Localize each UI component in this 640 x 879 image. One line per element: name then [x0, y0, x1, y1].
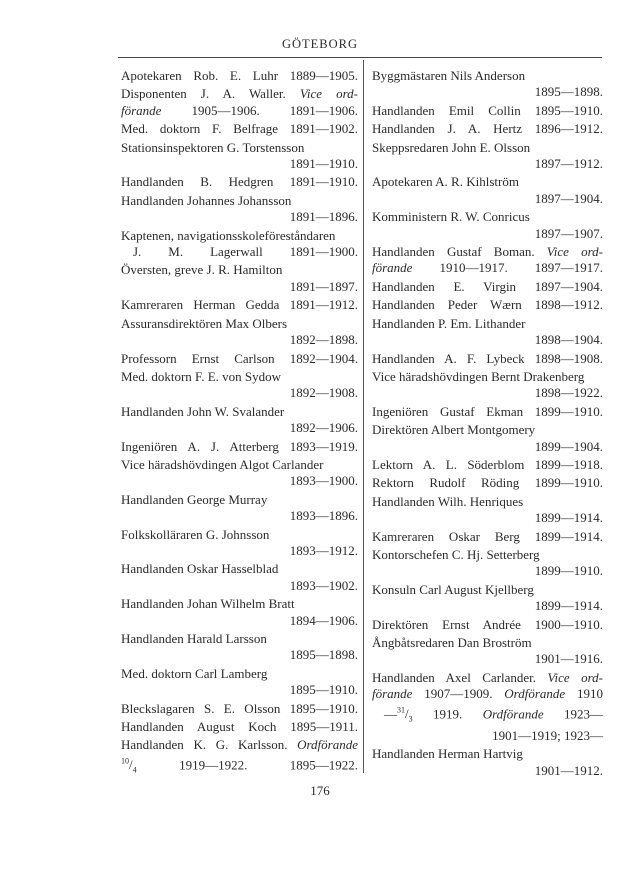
entry-line	[372, 279, 603, 295]
member-entry	[372, 316, 603, 349]
entry-line	[121, 316, 358, 332]
tenure-years: 1891—1912.	[289, 297, 358, 313]
tenure-years: 1897—1912.	[534, 156, 603, 172]
tenure-years: 1899—1914.	[534, 510, 603, 526]
role-note: Ordförande	[482, 705, 544, 721]
entry-line	[372, 670, 603, 686]
entry-line	[121, 174, 358, 190]
tenure-years: 1899—1904.	[534, 438, 603, 454]
entry-text: 1910—1917.	[439, 260, 508, 276]
entry-text: Handlanden B. Hedgren	[121, 174, 274, 190]
member-entry	[121, 140, 358, 173]
tenure-years: 1891—1900.	[289, 244, 359, 260]
entry-line	[372, 68, 603, 84]
page-number: 176	[310, 783, 330, 798]
entry-text: 1919.	[433, 705, 463, 721]
member-entry	[372, 475, 603, 491]
entry-text: Kamreraren Herman Gedda	[121, 297, 280, 313]
member-entry	[372, 297, 603, 313]
entry-line	[121, 492, 358, 508]
role-note: förande	[372, 260, 413, 276]
entry-line	[121, 527, 358, 543]
entry-text: Handlanden K. G. Karlsson.	[121, 737, 288, 753]
member-entry	[372, 670, 603, 745]
entry-text: 1923—	[564, 705, 603, 721]
entry-line	[121, 613, 358, 629]
entry-text: Komministern R. W. Conricus	[372, 209, 530, 225]
tenure-years: 1897—1917.	[534, 260, 604, 276]
member-entry	[121, 174, 358, 190]
tenure-years: 1893—1900.	[289, 473, 358, 489]
tenure-years: 1899—1918.	[534, 456, 603, 472]
entry-text: Handlanden Axel Carlander.	[372, 669, 537, 685]
entry-line	[372, 369, 603, 385]
member-entry	[372, 529, 603, 545]
member-entry	[121, 316, 358, 349]
entry-line	[121, 262, 358, 278]
member-entry	[121, 439, 358, 455]
entry-line	[121, 420, 358, 436]
entry-line	[372, 332, 603, 348]
member-entry	[372, 121, 603, 137]
tenure-years: 1893—1896.	[289, 508, 358, 524]
entry-line	[121, 508, 358, 524]
member-entry	[372, 547, 603, 580]
entry-line	[121, 209, 358, 225]
tenure-years: 1892—1908.	[289, 385, 358, 401]
entry-line	[121, 473, 358, 489]
entry-line	[372, 439, 603, 455]
entry-line	[121, 701, 358, 717]
entry-text: 1907—1909.	[424, 686, 493, 702]
entry-line	[372, 121, 603, 137]
entry-line	[372, 297, 603, 313]
member-entry	[121, 701, 358, 717]
entry-line	[372, 404, 603, 420]
entry-line	[121, 332, 358, 348]
entry-text: Assuransdirektören Max Olbers	[121, 315, 288, 331]
left-column	[121, 68, 358, 781]
entry-text: 1919—1922.	[179, 757, 248, 773]
role-note: Ordförande	[504, 686, 566, 702]
entry-line	[121, 578, 358, 594]
member-entry	[372, 351, 603, 367]
member-entry	[372, 422, 603, 455]
member-entry	[372, 244, 603, 277]
entry-line	[372, 422, 603, 438]
entry-line	[121, 103, 358, 119]
entry-line	[372, 494, 603, 510]
entry-text: Handlanden Johannes Johansson	[121, 192, 292, 208]
entry-text: Handlanden Johan Wilhelm Bratt	[121, 596, 295, 612]
entry-line	[121, 439, 358, 455]
entry-line	[372, 316, 603, 332]
entry-line	[121, 631, 358, 647]
entry-line	[121, 737, 358, 753]
entry-line	[372, 703, 603, 728]
member-entry	[372, 746, 603, 779]
column-divider	[363, 60, 364, 773]
tenure-years: 1889—1905.	[289, 68, 358, 83]
tenure-years: 1892—1898.	[289, 332, 358, 348]
entry-text: J. M. Lagerwall	[133, 244, 263, 260]
entry-text: Ingeniören Gustaf Ekman	[372, 403, 524, 419]
entry-line	[372, 140, 603, 156]
entry-line	[372, 156, 603, 172]
entry-line	[372, 457, 603, 473]
entry-text: Handlanden Emil Collin	[372, 102, 521, 118]
tenure-years: 1898—1908.	[534, 350, 603, 366]
tenure-years: 1899—1910.	[534, 563, 603, 579]
tenure-years: 1891—1896.	[289, 209, 358, 225]
entry-line	[372, 598, 603, 614]
tenure-years: 1895—1898.	[534, 84, 603, 100]
entry-text: Lektorn A. L. Söderblom	[372, 456, 525, 472]
tenure-years: 1896—1912.	[534, 121, 603, 137]
entry-line	[372, 547, 603, 563]
member-entry	[121, 631, 358, 664]
tenure-years: 1893—1902.	[289, 577, 358, 593]
entry-text: Handlanden George Murray	[121, 491, 268, 507]
entry-text: Handlanden A. F. Lybeck	[372, 350, 525, 366]
member-entry	[372, 494, 603, 527]
tenure-years: 1897—1904.	[534, 278, 603, 294]
role-note: förande	[121, 102, 162, 118]
entry-line	[121, 596, 358, 612]
entry-text: Kontorschefen C. Hj. Setterberg	[372, 546, 540, 562]
tenure-years: 1891—1897.	[289, 278, 358, 294]
entry-line	[121, 68, 358, 84]
tenure-years: 1899—1914.	[534, 598, 603, 614]
entry-line	[372, 103, 603, 119]
entry-line	[372, 475, 603, 491]
entry-line	[372, 651, 603, 667]
entry-text: Handlanden Oskar Hasselblad	[121, 561, 279, 577]
header-rule	[118, 57, 602, 58]
entry-line	[121, 754, 358, 779]
member-entry	[121, 121, 358, 137]
entry-line	[372, 244, 603, 260]
entry-line	[372, 582, 603, 598]
tenure-years: 1898—1904.	[534, 332, 603, 348]
tenure-years: 1895—1898.	[289, 647, 358, 663]
entry-line	[121, 244, 358, 260]
entry-text: Ingeniören A. J. Atterberg	[121, 438, 279, 454]
entry-line	[121, 647, 358, 663]
date-fraction: $^{31}/_3$	[397, 705, 413, 724]
member-entry	[121, 596, 358, 629]
entry-text: Apotekaren A. R. Kihlström	[372, 174, 519, 190]
member-entry	[372, 617, 603, 633]
tenure-years: 1899—1914.	[534, 528, 604, 544]
entry-text: Bleckslagaren S. E. Olsson	[121, 700, 281, 716]
tenure-years: 1897—1904.	[534, 190, 603, 206]
member-entry	[372, 279, 603, 295]
member-entry	[121, 404, 358, 437]
member-entry	[121, 351, 358, 367]
entry-text: Skeppsredaren John E. Olsson	[372, 139, 531, 155]
entry-text: Handlanden August Koch	[121, 719, 277, 735]
tenure-years: 1892—1906.	[289, 420, 358, 436]
tenure-years: 1899—1910.	[534, 403, 603, 419]
tenure-years: 1892—1904.	[289, 350, 358, 366]
role-note: Ordförande	[297, 737, 358, 753]
tenure-years: 1893—1919.	[289, 438, 358, 454]
entry-text: Med. doktorn F. Belfrage	[121, 121, 278, 137]
entry-line	[121, 561, 358, 577]
role-note: Vice ord-	[299, 86, 358, 102]
member-entry	[121, 666, 358, 699]
entry-line	[121, 543, 358, 559]
entry-line	[121, 279, 358, 295]
entry-line	[372, 563, 603, 579]
role-note: Vice ord-	[547, 669, 603, 685]
entry-line	[121, 86, 358, 102]
member-entry	[121, 492, 358, 525]
member-entry	[372, 582, 603, 615]
member-entry	[121, 561, 358, 594]
entry-line	[372, 351, 603, 367]
entry-text: Handlanden E. Virgin	[372, 278, 517, 294]
entry-line	[372, 686, 603, 702]
tenure-years: 1891—1902.	[289, 121, 358, 137]
entry-text: 1910	[577, 686, 603, 702]
entry-text: Handlanden Peder Wærn	[372, 297, 522, 313]
entry-text: Handlanden P. Em. Lithander	[372, 315, 526, 331]
entry-text: Översten, greve J. R. Hamilton	[121, 262, 283, 278]
entry-text: Kaptenen, navigationsskoleföreståndaren	[121, 227, 336, 243]
tenure-years: 1901—1912.	[534, 762, 603, 778]
entry-text: Med. doktorn F. E. von Sydow	[121, 368, 282, 384]
tenure-years: 1894—1906.	[289, 612, 358, 628]
tenure-years: 1897—1907.	[534, 225, 603, 241]
member-entry	[372, 140, 603, 173]
fraction-day: 10	[121, 756, 129, 766]
entry-line	[121, 719, 358, 735]
member-entry	[121, 68, 358, 84]
member-entry	[121, 193, 358, 226]
entry-line	[372, 385, 603, 401]
right-column	[372, 68, 603, 781]
entry-text: Med. doktorn Carl Lamberg	[121, 665, 268, 681]
fraction-month: 4	[132, 765, 137, 775]
entry-text: Handlanden John W. Svalander	[121, 403, 285, 419]
entry-line	[121, 121, 358, 137]
entry-text: Handlanden Wilh. Henriques	[372, 493, 524, 509]
tenure-years: 1901—1919; 1923—	[492, 727, 603, 743]
entry-text: Konsuln Carl August Kjellberg	[372, 581, 534, 597]
entry-line	[121, 385, 358, 401]
entry-line	[121, 156, 358, 172]
member-entry	[372, 209, 603, 242]
member-entry	[121, 369, 358, 402]
tenure-years: 1891—1906.	[289, 102, 359, 118]
member-entry	[372, 103, 603, 119]
entry-text: Professorn Ernst Carlson	[121, 350, 275, 366]
entry-line	[372, 635, 603, 651]
entry-text: Ångbåtsredaren Dan Broström	[372, 635, 532, 650]
tenure-years: 1898—1922.	[534, 385, 603, 401]
entry-line	[121, 666, 358, 682]
entry-line	[372, 617, 603, 633]
tenure-years: 1898—1912.	[534, 297, 603, 313]
entry-text: Kamreraren Oskar Berg	[372, 528, 520, 544]
entry-text: Byggmästaren Nils Anderson	[372, 68, 526, 83]
tenure-years: 1899—1910.	[534, 475, 604, 491]
role-note: förande	[372, 686, 413, 702]
entry-text: Handlanden Herman Hartvig	[372, 746, 523, 762]
tenure-years: 1893—1912.	[289, 542, 358, 558]
tenure-years: 1900—1910.	[534, 616, 604, 632]
tenure-years: 1901—1916.	[534, 651, 603, 667]
member-entry	[372, 174, 603, 207]
member-entry	[121, 297, 358, 313]
member-entry	[121, 457, 358, 490]
entry-text: Direktören Albert Montgomery	[372, 422, 536, 438]
tenure-years: 1895—1910.	[534, 102, 604, 118]
entry-text: Handlanden Gustaf Boman.	[372, 244, 535, 260]
tenure-years: 1895—1910.	[289, 682, 358, 698]
entry-text: Direktören Ernst Andrée	[372, 616, 521, 632]
member-entry	[121, 737, 358, 779]
entry-text: Stationsinspektoren G. Torstensson	[121, 139, 305, 155]
entry-line	[372, 763, 603, 779]
member-entry	[121, 527, 358, 560]
dash: —	[384, 705, 397, 721]
member-entry	[372, 457, 603, 473]
entry-line	[121, 297, 358, 313]
tenure-years: 1895—1922.	[289, 757, 358, 773]
entry-line	[372, 84, 603, 100]
entry-line	[372, 746, 603, 762]
tenure-years: 1895—1910.	[289, 700, 359, 716]
member-entry	[372, 635, 603, 668]
entry-line	[121, 193, 358, 209]
entry-line	[372, 191, 603, 207]
entry-line	[372, 209, 603, 225]
entry-text: 1905—1906.	[191, 102, 260, 118]
entry-line	[372, 728, 603, 744]
entry-text: Disponenten J. A. Waller.	[121, 86, 286, 102]
member-entry	[121, 86, 358, 119]
entry-text: Vice häradshövdingen Algot Carlander	[121, 456, 324, 472]
entry-text: Handlanden J. A. Hertz	[372, 121, 523, 137]
entry-line	[121, 682, 358, 698]
entry-text: Vice häradshövdingen Bernt Drakenberg	[372, 368, 585, 384]
member-entry	[372, 68, 603, 101]
entry-text: Handlanden Harald Larsson	[121, 631, 267, 646]
entry-line	[121, 404, 358, 420]
fraction-month: 3	[408, 714, 413, 724]
date-fraction: $^{10}/_4$	[121, 756, 137, 775]
entry-line	[372, 174, 603, 190]
entry-line	[372, 226, 603, 242]
entry-line	[121, 140, 358, 156]
member-entry	[121, 228, 358, 261]
tenure-years: 1891—1910.	[289, 156, 358, 172]
entry-line	[372, 260, 603, 276]
entry-line	[121, 369, 358, 385]
entry-text: Apotekaren Rob. E. Luhr	[121, 68, 279, 83]
member-entry	[372, 369, 603, 402]
entry-line	[121, 457, 358, 473]
entry-line	[121, 351, 358, 367]
member-entry	[372, 404, 603, 420]
member-entry	[121, 262, 358, 295]
entry-line	[121, 228, 358, 244]
fraction-day: 31	[397, 705, 405, 715]
entry-line	[372, 529, 603, 545]
role-note: Vice ord-	[546, 244, 603, 260]
page-header: GÖTEBORG	[281, 37, 359, 51]
tenure-years: 1895—1911.	[290, 719, 359, 735]
tenure-years: 1891—1910.	[289, 174, 358, 190]
entry-line	[372, 510, 603, 526]
entry-text: Rektorn Rudolf Röding	[372, 475, 520, 491]
entry-text: Folkskolläraren G. Johnsson	[121, 526, 270, 542]
member-entry	[121, 719, 358, 735]
